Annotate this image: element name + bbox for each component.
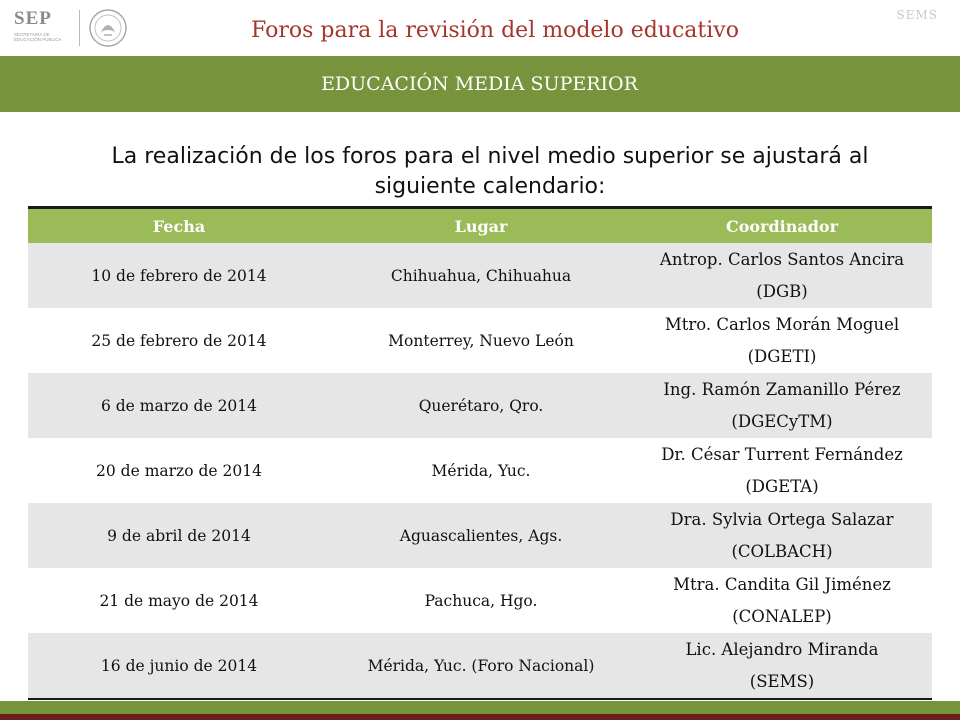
table-row	[28, 503, 932, 568]
coordinator-org: (DGB)	[756, 281, 808, 301]
coordinator-cell	[632, 243, 932, 308]
page-title: Foros para la revisión del modelo educativo	[251, 18, 739, 43]
logo-agency-subtitle: SECRETARÍA DE EDUCACIÓN PÚBLICA	[14, 32, 62, 42]
date-cell: 25 de febrero de 2014	[91, 331, 267, 350]
coordinator-name: Lic. Alejandro Miranda	[685, 639, 879, 659]
corner-tag: SEMS	[896, 8, 938, 22]
coordinator-name: Mtra. Candita Gil Jiménez	[673, 574, 891, 594]
intro-text: La realización de los foros para el nivel medio superior se ajustará al siguiente calendario:	[111, 144, 869, 199]
coordinator-org: (DGECyTM)	[731, 411, 833, 431]
table-row	[28, 308, 932, 373]
table-row	[28, 438, 932, 503]
place-cell: Chihuahua, Chihuahua	[330, 243, 632, 308]
place-cell: Aguascalientes, Ags.	[330, 503, 632, 568]
place-cell: Mérida, Yuc.	[431, 461, 531, 480]
place-cell: Querétaro, Qro.	[330, 373, 632, 438]
coordinator-name: Ing. Ramón Zamanillo Pérez	[663, 379, 901, 399]
column-header-place: Lugar	[330, 208, 632, 244]
place-cell: Mérida, Yuc. (Foro Nacional)	[330, 633, 632, 699]
coordinator-org: (DGETA)	[745, 476, 819, 496]
logo-agency-text: SEP	[14, 8, 52, 29]
table-row	[28, 373, 932, 438]
date-cell: 21 de mayo de 2014	[99, 591, 259, 610]
date-cell: 9 de abril de 2014	[28, 503, 330, 568]
coordinator-cell	[632, 633, 932, 699]
date-cell: 20 de marzo de 2014	[96, 461, 262, 480]
coordinator-cell	[632, 503, 932, 568]
table-row	[28, 243, 932, 308]
coordinator-cell	[632, 568, 932, 633]
forum-calendar-table	[28, 206, 932, 700]
coordinator-name: Dra. Sylvia Ortega Salazar	[670, 509, 894, 529]
coordinator-name: Dr. César Turrent Fernández	[661, 444, 903, 464]
coordinator-org: (COLBACH)	[731, 541, 833, 561]
place-cell: Monterrey, Nuevo León	[388, 331, 574, 350]
column-header-coordinator: Coordinador	[632, 208, 932, 244]
date-cell: 16 de junio de 2014	[28, 633, 330, 699]
date-cell: 6 de marzo de 2014	[28, 373, 330, 438]
date-cell: 10 de febrero de 2014	[28, 243, 330, 308]
coordinator-cell	[632, 373, 932, 438]
coordinator-org: (CONALEP)	[732, 606, 832, 626]
table-row	[28, 633, 932, 699]
coordinator-cell	[632, 438, 932, 503]
table-row	[28, 568, 932, 633]
coordinator-cell	[632, 308, 932, 373]
banner-title: EDUCACIÓN MEDIA SUPERIOR	[321, 73, 638, 95]
column-header-date: Fecha	[28, 208, 330, 244]
place-cell: Pachuca, Hgo.	[424, 591, 538, 610]
coordinator-name: Mtro. Carlos Morán Moguel	[664, 314, 900, 334]
coordinator-org: (SEMS)	[749, 671, 815, 691]
coordinator-name: Antrop. Carlos Santos Ancira	[659, 249, 905, 269]
footer-accent-line	[0, 714, 960, 720]
coordinator-org: (DGETI)	[747, 346, 817, 366]
table-header-row	[28, 208, 932, 244]
